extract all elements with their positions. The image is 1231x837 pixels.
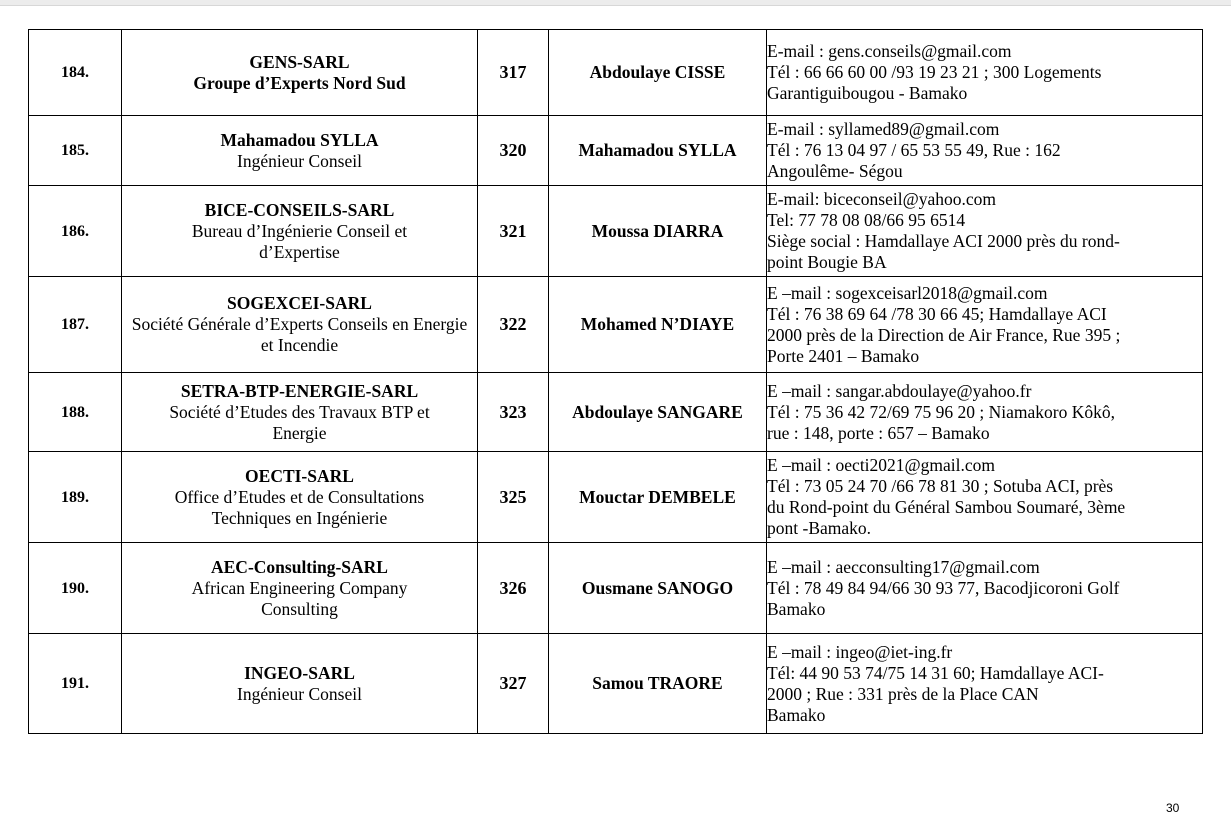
- info-line: E-mail : syllamed89@gmail.com: [767, 119, 1000, 139]
- company-description: Ingénieur Conseil: [237, 683, 362, 704]
- contact-person: Abdoulaye CISSE: [549, 30, 767, 116]
- info-line: E –mail : ingeo@iet-ing.fr: [767, 641, 953, 662]
- company-name: SOGEXCEI-SARL: [227, 293, 372, 313]
- company-name: GENS-SARL: [249, 51, 350, 72]
- company-description: Groupe d’Experts Nord Sud: [193, 72, 406, 93]
- agrement-number: 325: [478, 452, 549, 543]
- agrement-number: 322: [478, 277, 549, 373]
- contact-info: [767, 116, 1203, 186]
- contact-person: Samou TRAORE: [549, 634, 767, 734]
- contact-person: Mahamadou SYLLA: [549, 116, 767, 186]
- viewer-top-strip: [0, 0, 1231, 6]
- info-line: Tél : 76 38 69 64 /78 30 66 45; Hamdallaye ACI: [767, 303, 1107, 324]
- consultants-table: [28, 29, 1203, 734]
- info-line: Porte 2401 – Bamako: [767, 345, 920, 366]
- page-number: 30: [1166, 801, 1180, 815]
- table-row: [29, 116, 1203, 186]
- agrement-number: 320: [478, 116, 549, 186]
- info-line: E –mail : aecconsulting17@gmail.com: [767, 556, 1040, 577]
- row-number: 188.: [29, 373, 122, 452]
- company-description: Société Générale d’Experts Conseils en Energie et Incendie: [131, 314, 468, 355]
- info-line: Tél : 75 36 42 72/69 75 96 20 ; Niamakoro Kôkô,: [767, 401, 1116, 422]
- info-line: point Bougie BA: [767, 252, 887, 272]
- table-row: [29, 373, 1203, 452]
- agrement-number: 317: [478, 30, 549, 116]
- contact-person: Mouctar DEMBELE: [549, 452, 767, 543]
- info-line: E-mail : gens.conseils@gmail.com: [767, 41, 1012, 61]
- company-cell: [122, 116, 478, 186]
- contact-person: Ousmane SANOGO: [549, 543, 767, 634]
- info-line: Tél : 73 05 24 70 /66 78 81 30 ; Sotuba ACI, près: [767, 476, 1114, 496]
- company-cell: [122, 543, 478, 634]
- table-body: [29, 30, 1203, 734]
- info-line: Tel: 77 78 08 08/66 95 6514: [767, 210, 966, 230]
- row-number: 184.: [29, 30, 122, 116]
- contact-info: [767, 373, 1203, 452]
- company-name: BICE-CONSEILS-SARL: [204, 199, 395, 220]
- info-line: E –mail : sogexceisarl2018@gmail.com: [767, 282, 1048, 303]
- company-cell: [122, 452, 478, 543]
- agrement-number: 326: [478, 543, 549, 634]
- info-line: Garantiguibougou - Bamako: [767, 83, 968, 103]
- company-description: Société d’Etudes des Travaux BTP et Energie: [169, 401, 430, 443]
- company-cell: [122, 277, 478, 373]
- table-row: [29, 186, 1203, 277]
- info-line: Tél : 76 13 04 97 / 65 53 55 49, Rue : 162: [767, 140, 1061, 160]
- contact-person: Moussa DIARRA: [549, 186, 767, 277]
- info-line: E-mail: biceconseil@yahoo.com: [767, 189, 996, 209]
- row-number: 189.: [29, 452, 122, 543]
- info-line: E –mail : sangar.abdoulaye@yahoo.fr: [767, 380, 1032, 401]
- info-line: Bamako: [767, 704, 826, 725]
- row-number: 187.: [29, 277, 122, 373]
- table-row: [29, 634, 1203, 734]
- info-line: Angoulême- Ségou: [767, 161, 903, 181]
- table-row: [29, 277, 1203, 373]
- company-cell: [122, 30, 478, 116]
- row-number: 186.: [29, 186, 122, 277]
- company-description: Ingénieur Conseil: [237, 150, 362, 171]
- info-line: Bamako: [767, 598, 826, 619]
- contact-info: [767, 186, 1203, 277]
- contact-info: [767, 634, 1203, 734]
- company-name: INGEO-SARL: [244, 662, 355, 683]
- contact-person: Mohamed N’DIAYE: [549, 277, 767, 373]
- company-cell: [122, 186, 478, 277]
- company-name: Mahamadou SYLLA: [220, 129, 379, 150]
- contact-info: [767, 543, 1203, 634]
- agrement-number: 321: [478, 186, 549, 277]
- row-number: 185.: [29, 116, 122, 186]
- agrement-number: 327: [478, 634, 549, 734]
- info-line: Tél : 66 66 60 00 /93 19 23 21 ; 300 Logements: [767, 62, 1102, 82]
- company-name: SETRA-BTP-ENERGIE-SARL: [180, 380, 419, 401]
- info-line: pont -Bamako.: [767, 518, 872, 538]
- info-line: rue : 148, porte : 657 – Bamako: [767, 422, 990, 443]
- info-line: Tél : 78 49 84 94/66 30 93 77, Bacodjicoroni Golf: [767, 577, 1120, 598]
- company-name: AEC-Consulting-SARL: [211, 556, 388, 577]
- company-description: Office d’Etudes et de Consultations Techniques en Ingénierie: [174, 486, 425, 528]
- info-line: du Rond-point du Général Sambou Soumaré, 3ème: [767, 497, 1126, 517]
- contact-info: [767, 30, 1203, 116]
- row-number: 191.: [29, 634, 122, 734]
- company-name: OECTI-SARL: [245, 465, 354, 486]
- company-description: African Engineering Company Consulting: [191, 577, 408, 619]
- table-row: [29, 452, 1203, 543]
- info-line: Siège social : Hamdallaye ACI 2000 près du rond-: [767, 231, 1120, 251]
- info-line: 2000 près de la Direction de Air France, Rue 395 ;: [767, 324, 1121, 345]
- info-line: E –mail : oecti2021@gmail.com: [767, 455, 996, 475]
- table-row: [29, 543, 1203, 634]
- company-cell: [122, 634, 478, 734]
- info-line: 2000 ; Rue : 331 près de la Place CAN: [767, 683, 1039, 704]
- company-description: Bureau d’Ingénierie Conseil et d’Expertise: [191, 220, 408, 262]
- company-cell: [122, 373, 478, 452]
- contact-info: [767, 452, 1203, 543]
- row-number: 190.: [29, 543, 122, 634]
- info-line: Tél: 44 90 53 74/75 14 31 60; Hamdallaye ACI-: [767, 662, 1104, 683]
- agrement-number: 323: [478, 373, 549, 452]
- contact-person: Abdoulaye SANGARE: [549, 373, 767, 452]
- table-row: [29, 30, 1203, 116]
- contact-info: [767, 277, 1203, 373]
